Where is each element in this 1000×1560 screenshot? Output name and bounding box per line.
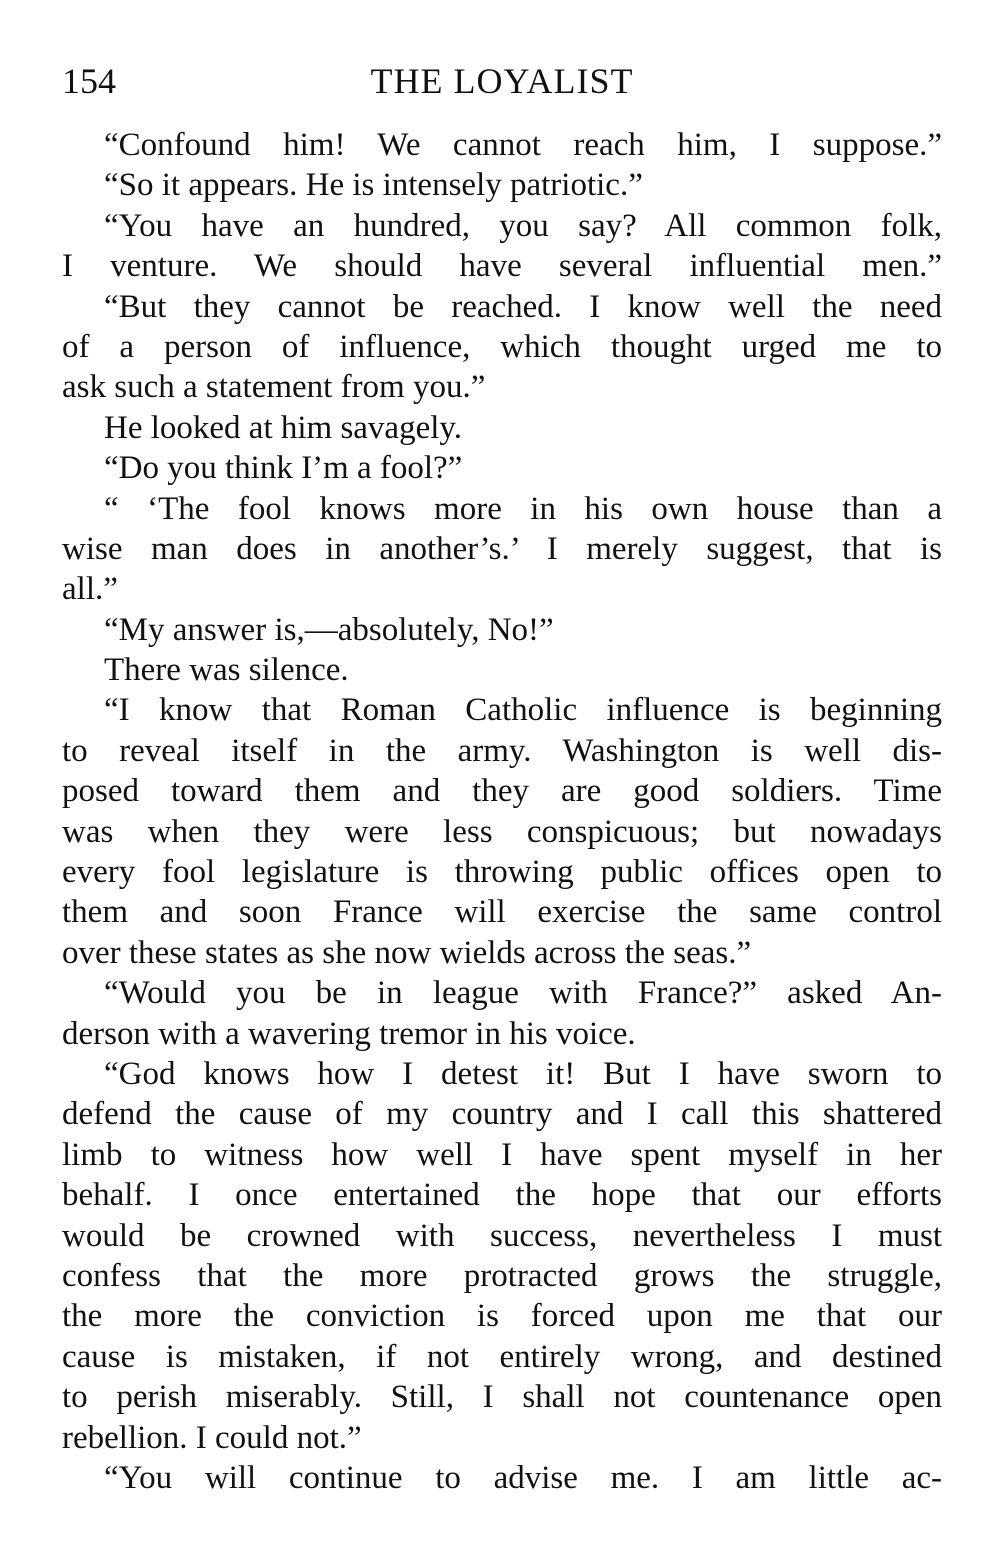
page-number: 154 <box>62 61 116 101</box>
text-line: “So it appears. He is intensely patriotic.” <box>104 167 643 204</box>
text-line: “But they cannot be reached. I know well the need <box>104 288 942 325</box>
text-line: There was silence. <box>104 652 349 689</box>
text-line: to reveal itself in the army. Washington is well dis- <box>62 732 942 769</box>
text-line: of a person of influence, which thought urged me to <box>62 328 942 365</box>
text-line: confess that the more protracted grows the struggle, <box>62 1257 942 1294</box>
text-line: was when they were less conspicuous; but nowadays <box>62 813 942 850</box>
text-line: rebellion. I could not.” <box>62 1419 362 1456</box>
text-line: would be crowned with success, nevertheless I must <box>62 1217 942 1254</box>
running-title: THE LOYALIST <box>370 61 634 101</box>
text-line: wise man does in another’s.’ I merely suggest, that is <box>62 530 942 567</box>
text-line: them and soon France will exercise the same control <box>62 894 942 931</box>
text-line: over these states as she now wields across the seas.” <box>62 934 752 971</box>
text-line: every fool legislature is throwing public offices open to <box>62 854 942 891</box>
text-line: “Confound him! We cannot reach him, I suppose.” <box>104 127 942 163</box>
text-line: derson with a wavering tremor in his voice. <box>62 1015 636 1052</box>
text-line: ask such a statement from you.” <box>62 369 486 406</box>
text-line: “You have an hundred, you say? All common folk, <box>104 207 942 244</box>
text-line: defend the cause of my country and I call this shattered <box>62 1096 942 1133</box>
text-line: “ ‘The fool knows more in his own house than a <box>104 490 942 527</box>
text-line: to perish miserably. Still, I shall not countenance open <box>62 1379 942 1416</box>
body-text <box>62 125 942 1498</box>
text-line: limb to witness how well I have spent myself in her <box>62 1136 942 1173</box>
text-line: cause is mistaken, if not entirely wrong, and destined <box>62 1338 942 1375</box>
text-line: the more the conviction is forced upon me that our <box>62 1298 942 1335</box>
text-line: “Do you think I’m a fool?” <box>104 450 463 487</box>
text-line: “My answer is,—absolutely, No!” <box>104 611 554 648</box>
text-line: posed toward them and they are good soldiers. Time <box>62 773 942 810</box>
text-line: behalf. I once entertained the hope that our efforts <box>62 1177 942 1214</box>
page-header <box>62 56 942 106</box>
text-line: I venture. We should have several influential men.” <box>62 248 942 285</box>
text-line: “Would you be in league with France?” asked An- <box>104 975 942 1012</box>
text-line: He looked at him savagely. <box>104 409 463 446</box>
text-line: “God knows how I detest it! But I have sworn to <box>104 1055 942 1092</box>
text-line: “I know that Roman Catholic influence is beginning <box>104 692 942 729</box>
text-line: all.” <box>62 571 118 608</box>
text-line: “You will continue to advise me. I am little ac- <box>104 1459 942 1496</box>
